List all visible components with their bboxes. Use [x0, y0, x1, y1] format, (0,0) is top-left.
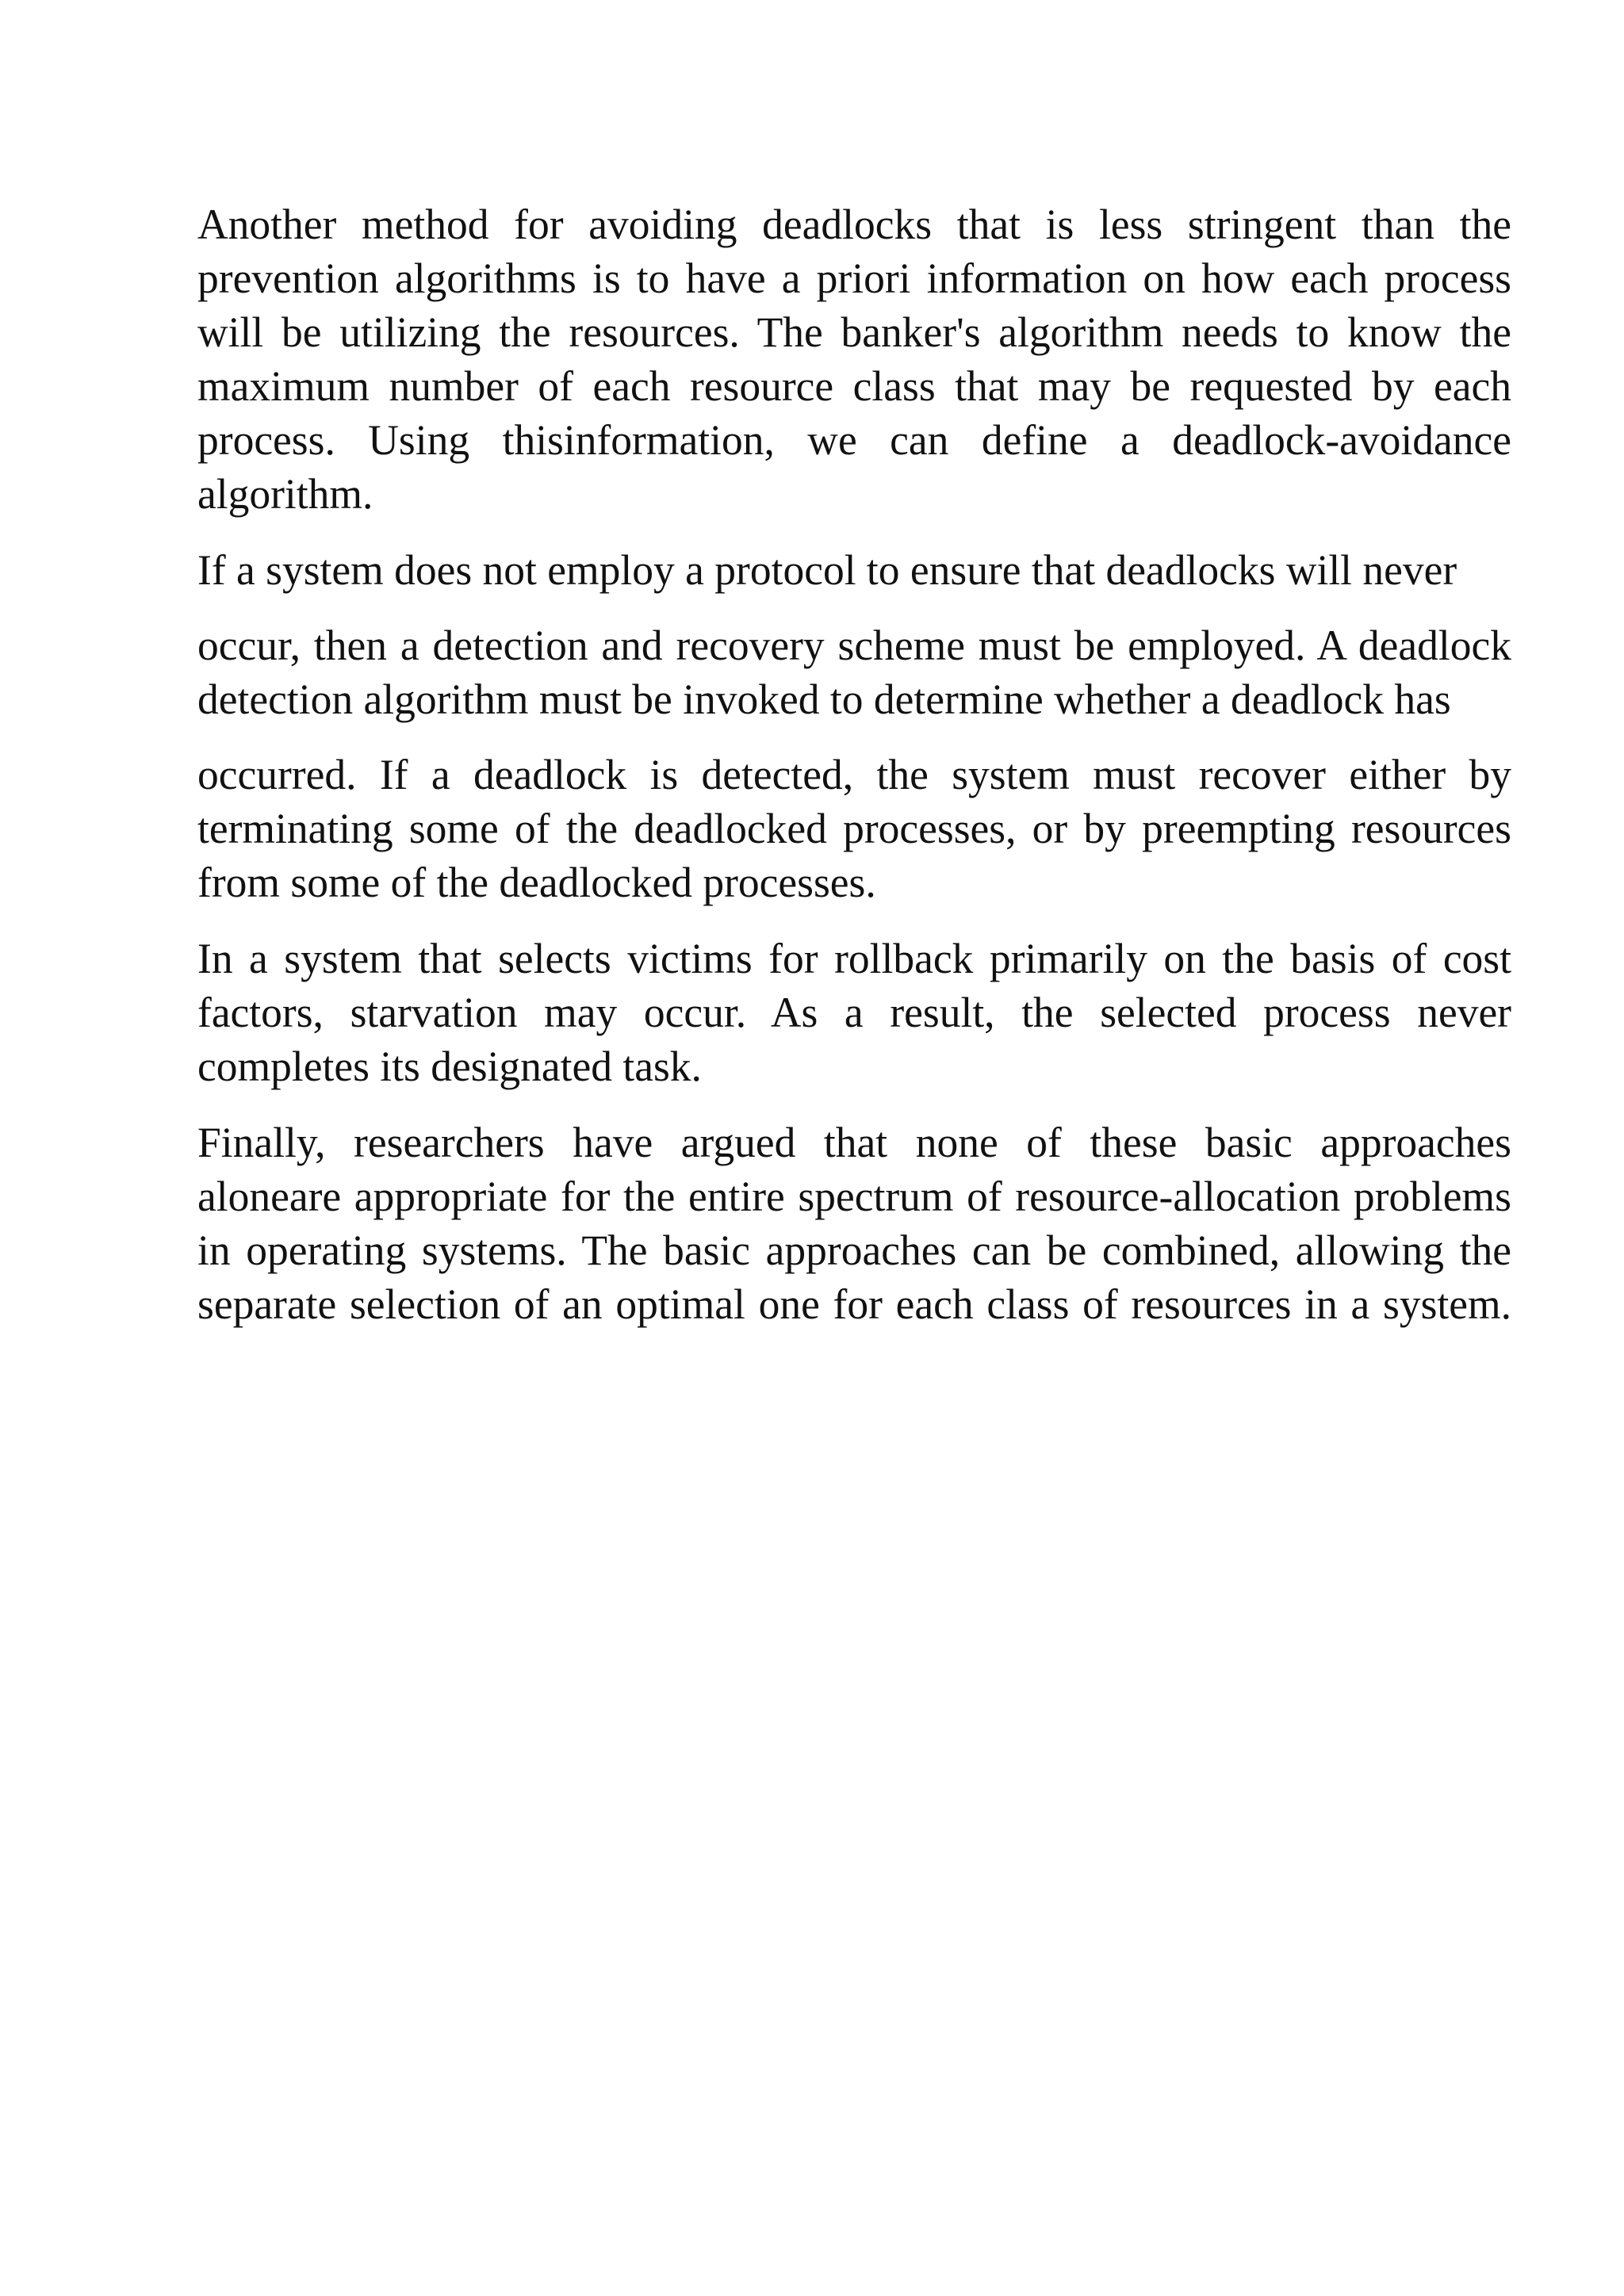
text-line: Another method for avoiding deadlocks that is less stringent than the	[197, 201, 1511, 248]
paragraph-detection	[197, 618, 1511, 726]
paragraph-combined-approaches	[197, 1115, 1511, 1331]
text-line: occurred. If a deadlock is detected, the system must recover either by	[197, 751, 1511, 798]
text-line: in operating systems. The basic approaches can be combined, allowing the	[197, 1226, 1511, 1274]
text-line: In a system that selects victims for rollback primarily on the basis of cost	[197, 935, 1511, 982]
text-line: will be utilizing the resources. The banker's algorithm needs to know the	[197, 308, 1511, 356]
text-line: terminating some of the deadlocked processes, or by preempting resources	[197, 805, 1511, 852]
text-line: factors, starvation may occur. As a result, the selected process never	[197, 989, 1511, 1036]
paragraph-avoidance	[197, 197, 1511, 521]
text-line: prevention algorithms is to have a priori information on how each process	[197, 254, 1511, 302]
text-line: algorithm.	[197, 470, 373, 518]
text-line: Finally, researchers have argued that none of these basic approaches	[197, 1119, 1511, 1166]
paragraph-recovery	[197, 748, 1511, 909]
body-text	[197, 197, 1511, 1331]
text-line: separate selection of an optimal one for each class of resources in a system.	[197, 1280, 1511, 1328]
text-line: If a system does not employ a protocol to ensure that deadlocks will never	[197, 546, 1457, 594]
text-line: occur, then a detection and recovery scheme must be employed. A deadlock	[197, 622, 1511, 669]
paragraph-protocol	[197, 543, 1511, 597]
text-line: detection algorithm must be invoked to determine whether a deadlock has	[197, 675, 1451, 723]
text-line: completes its designated task.	[197, 1043, 702, 1090]
text-line: process. Using thisinformation, we can define a deadlock-avoidance	[197, 416, 1511, 464]
paragraph-starvation	[197, 932, 1511, 1093]
text-line: aloneare appropriate for the entire spectrum of resource-allocation problems	[197, 1173, 1511, 1220]
text-line: from some of the deadlocked processes.	[197, 859, 876, 906]
text-line: maximum number of each resource class that may be requested by each	[197, 362, 1511, 410]
